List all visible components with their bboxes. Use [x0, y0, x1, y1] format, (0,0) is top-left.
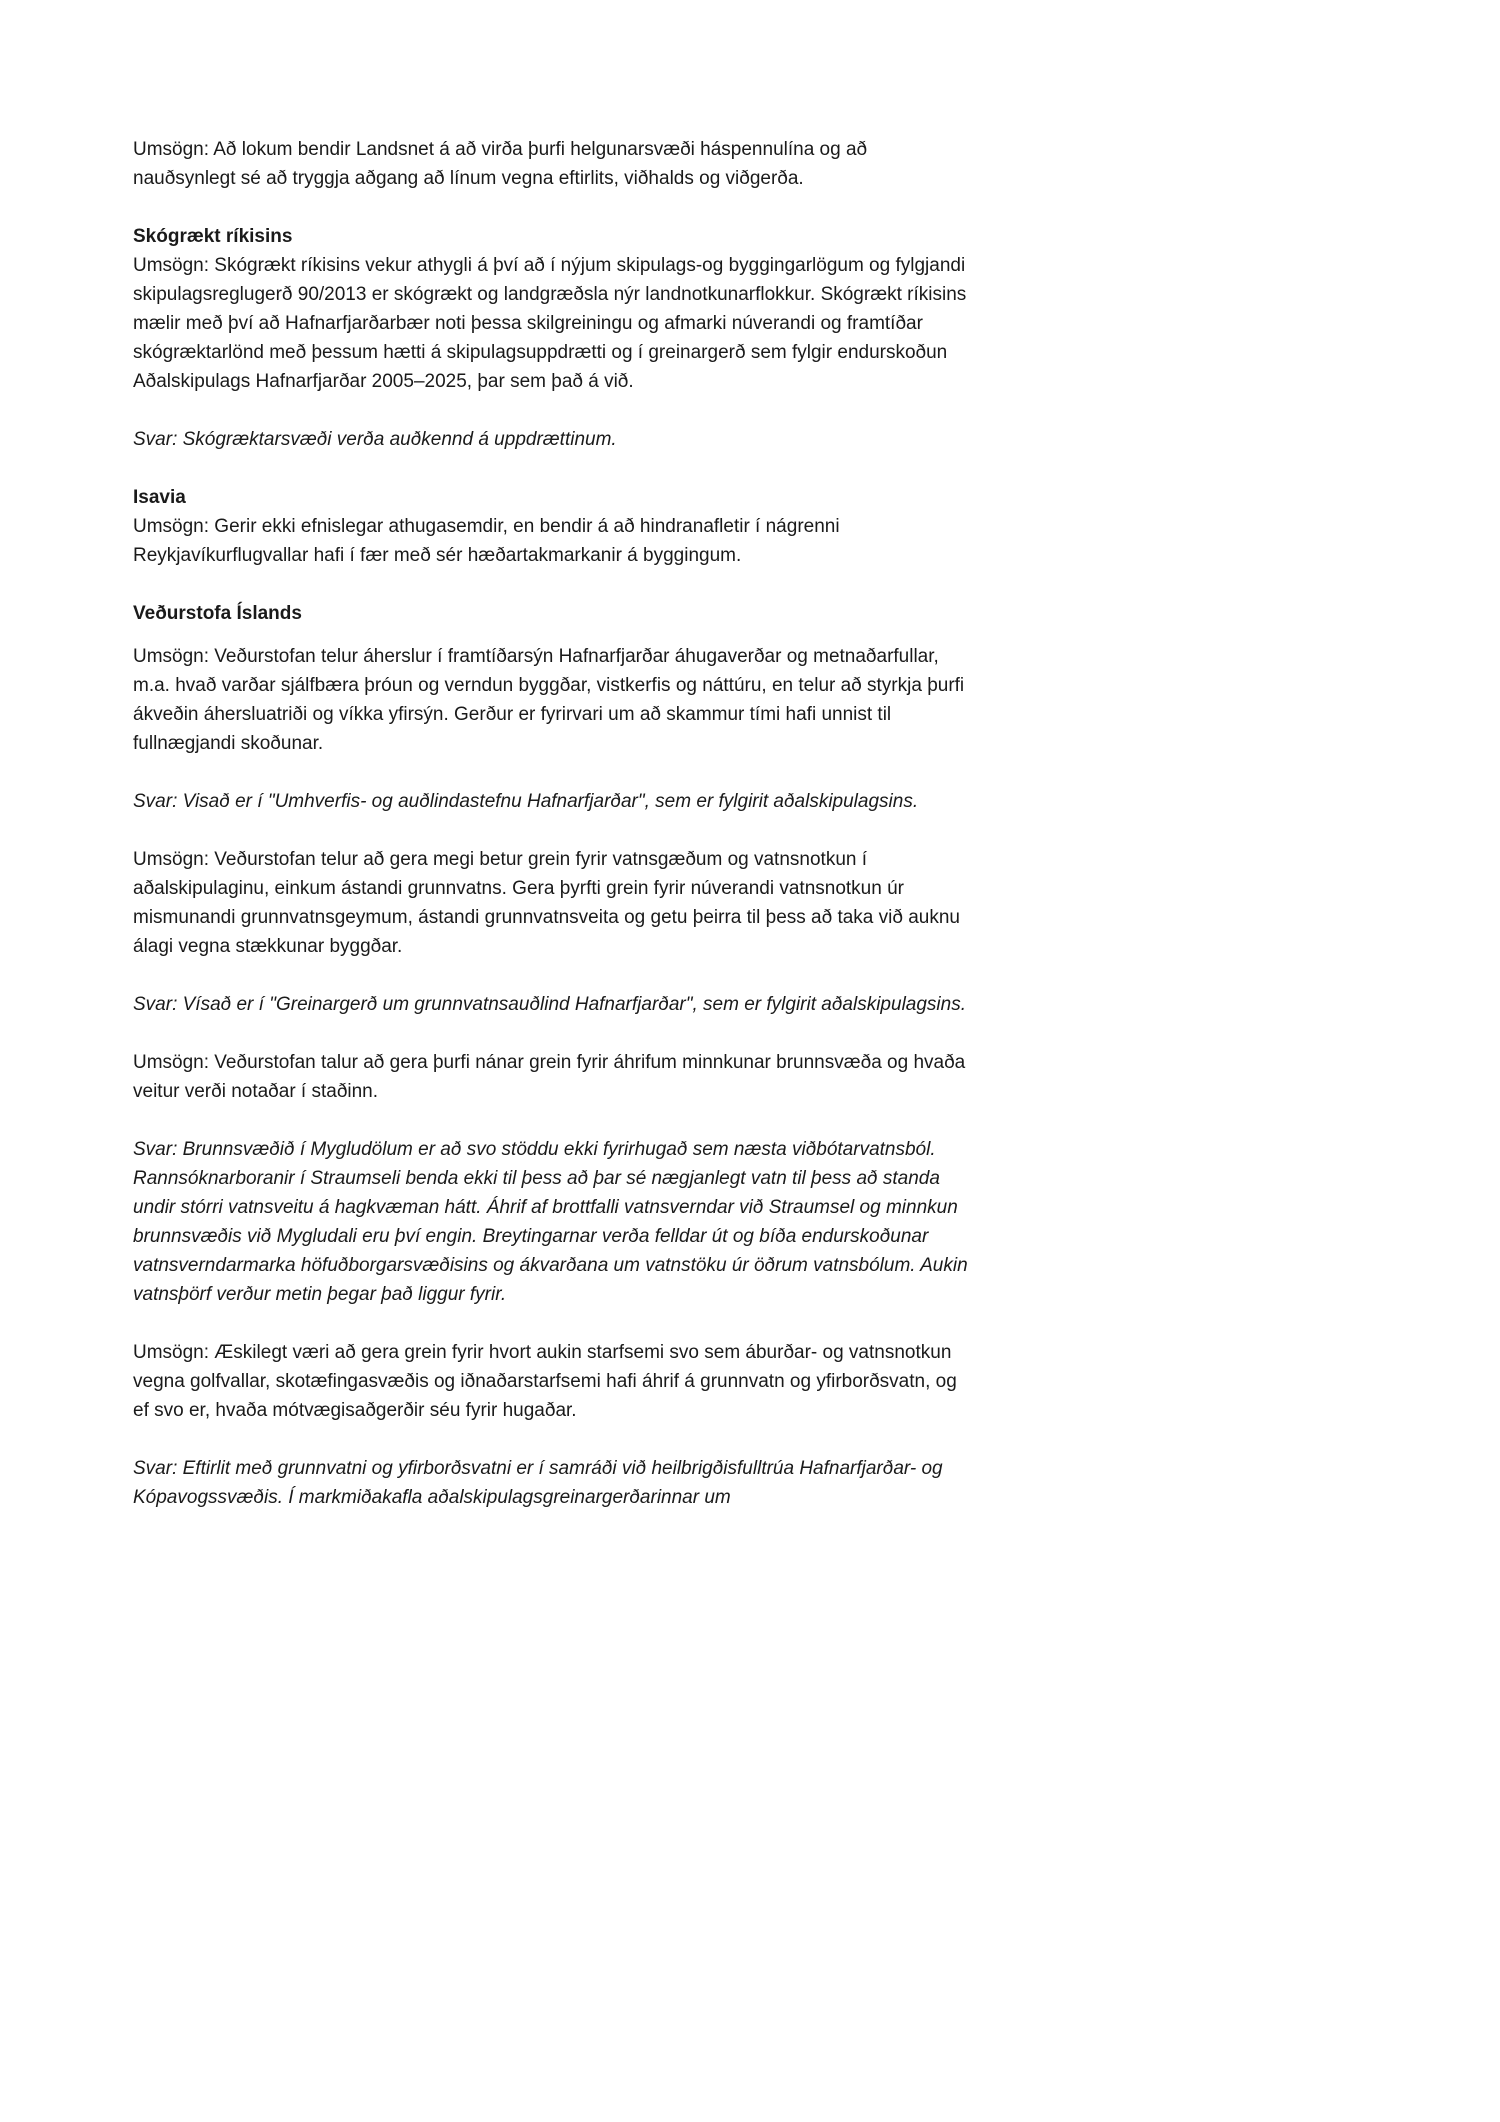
section-heading-skograekt-rikisins: Skógrækt ríkisins — [133, 226, 293, 247]
document-content — [133, 135, 971, 1512]
paragraph-umsogn-isavia: Umsögn: Gerir ekki efnislegar athugasemdir, en bendir á að hindranafletir í nágrenni Reykjavíkurflugvallar hafi í fær með sér hæðartakmarkanir á byggingum. — [133, 516, 840, 566]
paragraph-umsogn-vedurstofa-1: Umsögn: Veðurstofan telur áherslur í framtíðarsýn Hafnarfjarðar áhugaverðar og metnaðarfullar, m.a. hvað varðar sjálfbæra þróun og verndun byggðar, vistkerfis og náttúru, en telur að styrkja þurfi ákveðin áhersluatriði og víkka yfirsýn. Gerður er fyrirvari um að skammur tími hafi unnist til fullnægjandi skoðunar. — [133, 646, 965, 754]
paragraph-svar-skograekt: Svar: Skógræktarsvæði verða auðkennd á uppdrættinum. — [133, 429, 617, 450]
paragraph-svar-vedurstofa-2: Svar: Vísað er í "Greinargerð um grunnvatnsauðlind Hafnarfjarðar", sem er fylgirit aðalskipulagsins. — [133, 994, 966, 1015]
section-heading-vedurstofa-islands: Veðurstofa Íslands — [133, 603, 302, 624]
paragraph-svar-vedurstofa-4: Svar: Eftirlit með grunnvatni og yfirborðsvatni er í samráði við heilbrigðisfulltrúa Hafnarfjarðar- og Kópavogssvæðis. Í markmiðakafla aðalskipulagsgreinargerðarinnar um — [133, 1458, 943, 1508]
paragraph-umsogn-vedurstofa-2: Umsögn: Veðurstofan telur að gera megi betur grein fyrir vatnsgæðum og vatnsnotkun í aðalskipulaginu, einkum ástandi grunnvatns. Gera þyrfti grein fyrir núverandi vatnsnotkun úr mismunandi grunnvatnsgeymum, ástandi grunnvatnsveita og getu þeirra til þess að taka við auknu álagi vegna stækkunar byggðar. — [133, 849, 960, 957]
paragraph-umsogn-vedurstofa-4: Umsögn: Æskilegt væri að gera grein fyrir hvort aukin starfsemi svo sem áburðar- og vatnsnotkun vegna golfvallar, skotæfingasvæðis og iðnaðarstarfsemi hafi áhrif á grunnvatn og yfirborðsvatn, og ef svo er, hvaða mótvægisaðgerðir séu fyrir hugaðar. — [133, 1342, 957, 1421]
paragraph-svar-vedurstofa-3: Svar: Brunnsvæðið í Mygludölum er að svo stöddu ekki fyrirhugað sem næsta viðbótarvatnsból. Rannsóknarboranir í Straumseli benda ekki til þess að þar sé nægjanlegt vatn til þess að standa undir stórri vatnsveitu á hagkvæman hátt. Áhrif af brottfalli vatnsverndar við Straumsel og minnkun brunnsvæðis við Mygludali eru því engin. Breytingarnar verða felldar út og bíða endurskoðunar vatnsverndarmarka höfuðborgarsvæðisins og ákvarðana um vatnstöku úr öðrum vatnsbólum. Aukin vatnsþörf verður metin þegar það liggur fyrir. — [133, 1139, 968, 1305]
paragraph-umsogn-landsnet: Umsögn: Að lokum bendir Landsnet á að virða þurfi helgunarsvæði háspennulína og að nauðsynlegt sé að tryggja aðgang að línum vegna eftirlits, viðhalds og viðgerða. — [133, 139, 868, 189]
paragraph-umsogn-skograekt: Umsögn: Skógrækt ríkisins vekur athygli á því að í nýjum skipulags-og byggingarlögum og fylgjandi skipulagsreglugerð 90/2013 er skógrækt og landgræðsla nýr landnotkunarflokkur. Skógrækt ríkisins mælir með því að Hafnarfjarðarbær noti þessa skilgreiningu og afmarki núverandi og framtíðar skógræktarlönd með þessum hætti á skipulagsuppdrætti og í greinargerð sem fylgir endurskoðun Aðalskipulags Hafnarfjarðar 2005–2025, þar sem það á við. — [133, 255, 967, 392]
paragraph-umsogn-vedurstofa-3: Umsögn: Veðurstofan talur að gera þurfi nánar grein fyrir áhrifum minnkunar brunnsvæða og hvaða veitur verði notaðar í staðinn. — [133, 1052, 966, 1102]
paragraph-svar-vedurstofa-1: Svar: Visað er í "Umhverfis- og auðlindastefnu Hafnarfjarðar", sem er fylgirit aðalskipulagsins. — [133, 791, 919, 812]
section-heading-isavia: Isavia — [133, 487, 186, 508]
